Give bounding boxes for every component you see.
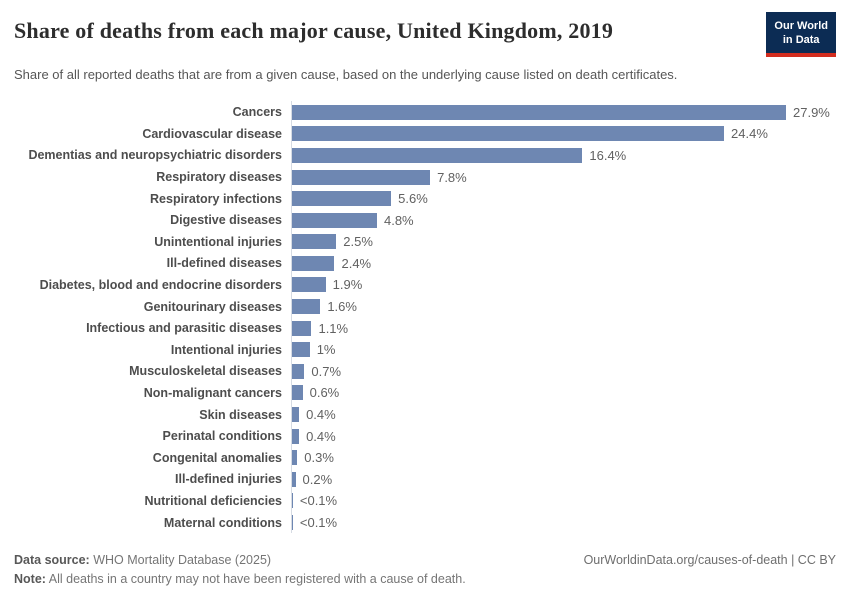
value-label: 7.8% (437, 169, 467, 185)
bar[interactable] (292, 299, 320, 314)
category-label: Respiratory diseases (156, 170, 282, 185)
value-label: 2.4% (341, 255, 372, 271)
value-label: 0.7% (311, 363, 342, 379)
data-source (14, 553, 271, 567)
chart-row (14, 145, 836, 167)
citation-link[interactable]: OurWorldinData.org/causes-of-death | CC BY (583, 553, 836, 567)
value-label: 1.6% (327, 299, 357, 315)
category-label: Genitourinary diseases (143, 299, 282, 314)
bar[interactable] (292, 148, 582, 163)
bar[interactable] (292, 342, 310, 357)
chart-subtitle: Share of all reported deaths that are from a given cause, based on the underlying cause listed on death certificates. (14, 66, 678, 82)
bar[interactable] (292, 234, 336, 249)
value-label: 1% (316, 342, 336, 358)
chart-row (14, 339, 836, 361)
chart-row (14, 317, 836, 339)
value-label: 1.9% (332, 277, 363, 293)
bar-track (291, 188, 836, 210)
bar-track (291, 317, 836, 339)
value-label: 0.3% (304, 450, 334, 466)
note-label: Note: (14, 572, 46, 586)
bar-track (291, 512, 836, 534)
bar[interactable] (292, 213, 377, 228)
bar-track (291, 123, 836, 145)
chart-row (14, 274, 836, 296)
chart-row (14, 253, 836, 275)
value-label: 5.6% (398, 191, 428, 207)
bar[interactable] (292, 515, 293, 530)
bar[interactable] (292, 450, 297, 465)
category-label: Congenital anomalies (152, 450, 282, 465)
bar[interactable] (292, 191, 391, 206)
chart-row (14, 188, 836, 210)
category-label: Dementias and neuropsychiatric disorders (28, 148, 282, 163)
bar[interactable] (292, 277, 326, 292)
value-label: <0.1% (299, 493, 338, 509)
bar[interactable] (292, 364, 304, 379)
bar[interactable] (292, 126, 724, 141)
category-label: Cardiovascular disease (142, 126, 282, 141)
owid-logo-line1: Our World (774, 20, 828, 32)
chart-row (14, 425, 836, 447)
value-label: <0.1% (299, 515, 338, 531)
bar-track (291, 339, 836, 361)
category-label: Cancers (232, 105, 282, 120)
chart-row (14, 404, 836, 426)
bar[interactable] (292, 385, 303, 400)
bar[interactable] (292, 321, 311, 336)
value-label: 0.6% (309, 385, 340, 401)
bar[interactable] (292, 407, 299, 422)
value-label: 2.5% (343, 234, 373, 250)
page-title: Share of deaths from each major cause, United Kingdom, 2019 (14, 18, 614, 43)
chart-row (14, 101, 836, 123)
bar-track (291, 209, 836, 231)
chart-row (14, 382, 836, 404)
chart-row (14, 512, 836, 534)
category-label: Skin diseases (199, 407, 282, 422)
category-label: Ill-defined diseases (166, 256, 282, 271)
owid-logo-line2: in Data (782, 34, 820, 47)
value-label: 0.4% (306, 407, 336, 423)
bar-track (291, 253, 836, 275)
bar[interactable] (292, 256, 334, 271)
bar[interactable] (292, 493, 293, 508)
category-label: Ill-defined injuries (175, 472, 282, 487)
bar-track (291, 404, 836, 426)
category-label: Nutritional deficiencies (144, 493, 282, 508)
category-label: Musculoskeletal diseases (129, 364, 282, 379)
bar[interactable] (292, 105, 786, 120)
bar-track (291, 490, 836, 512)
bar-track (291, 469, 836, 491)
category-label: Diabetes, blood and endocrine disorders (39, 277, 282, 292)
value-label: 1.1% (318, 320, 349, 336)
value-label: 16.4% (589, 147, 627, 163)
bar-track (291, 382, 836, 404)
category-label: Intentional injuries (170, 342, 282, 357)
bar-track (291, 145, 836, 167)
chart-row (14, 231, 836, 253)
chart-row (14, 166, 836, 188)
data-source-label: Data source: (14, 553, 90, 567)
chart-row (14, 296, 836, 318)
footer (14, 553, 836, 586)
note-value: All deaths in a country may not have been registered with a cause of death. (48, 572, 466, 586)
value-label: 4.8% (383, 212, 414, 228)
category-label: Perinatal conditions (162, 429, 282, 444)
category-label: Unintentional injuries (154, 234, 282, 249)
bar-track (291, 447, 836, 469)
chart-row (14, 361, 836, 383)
header (14, 12, 836, 57)
value-label: 27.9% (793, 104, 830, 120)
chart-row (14, 123, 836, 145)
bar-track (291, 166, 836, 188)
chart-row (14, 490, 836, 512)
value-label: 24.4% (731, 126, 768, 142)
bar[interactable] (292, 429, 299, 444)
bar[interactable] (292, 170, 430, 185)
chart-row (14, 469, 836, 491)
bar-track (291, 274, 836, 296)
category-label: Non-malignant cancers (143, 385, 282, 400)
owid-logo[interactable] (766, 12, 836, 57)
category-label: Maternal conditions (163, 515, 282, 530)
bar[interactable] (292, 472, 296, 487)
category-label: Digestive diseases (170, 213, 282, 228)
data-source-value: WHO Mortality Database (2025) (93, 553, 272, 567)
bar-chart (14, 101, 836, 533)
bar-track (291, 425, 836, 447)
value-label: 0.4% (306, 428, 336, 444)
chart-row (14, 209, 836, 231)
bar-track (291, 231, 836, 253)
value-label: 0.2% (302, 471, 333, 487)
bar-track (291, 361, 836, 383)
category-label: Respiratory infections (150, 191, 282, 206)
bar-track (291, 296, 836, 318)
footer-note (14, 572, 836, 586)
bar-track (291, 101, 836, 123)
category-label: Infectious and parasitic diseases (86, 321, 282, 336)
chart-row (14, 447, 836, 469)
